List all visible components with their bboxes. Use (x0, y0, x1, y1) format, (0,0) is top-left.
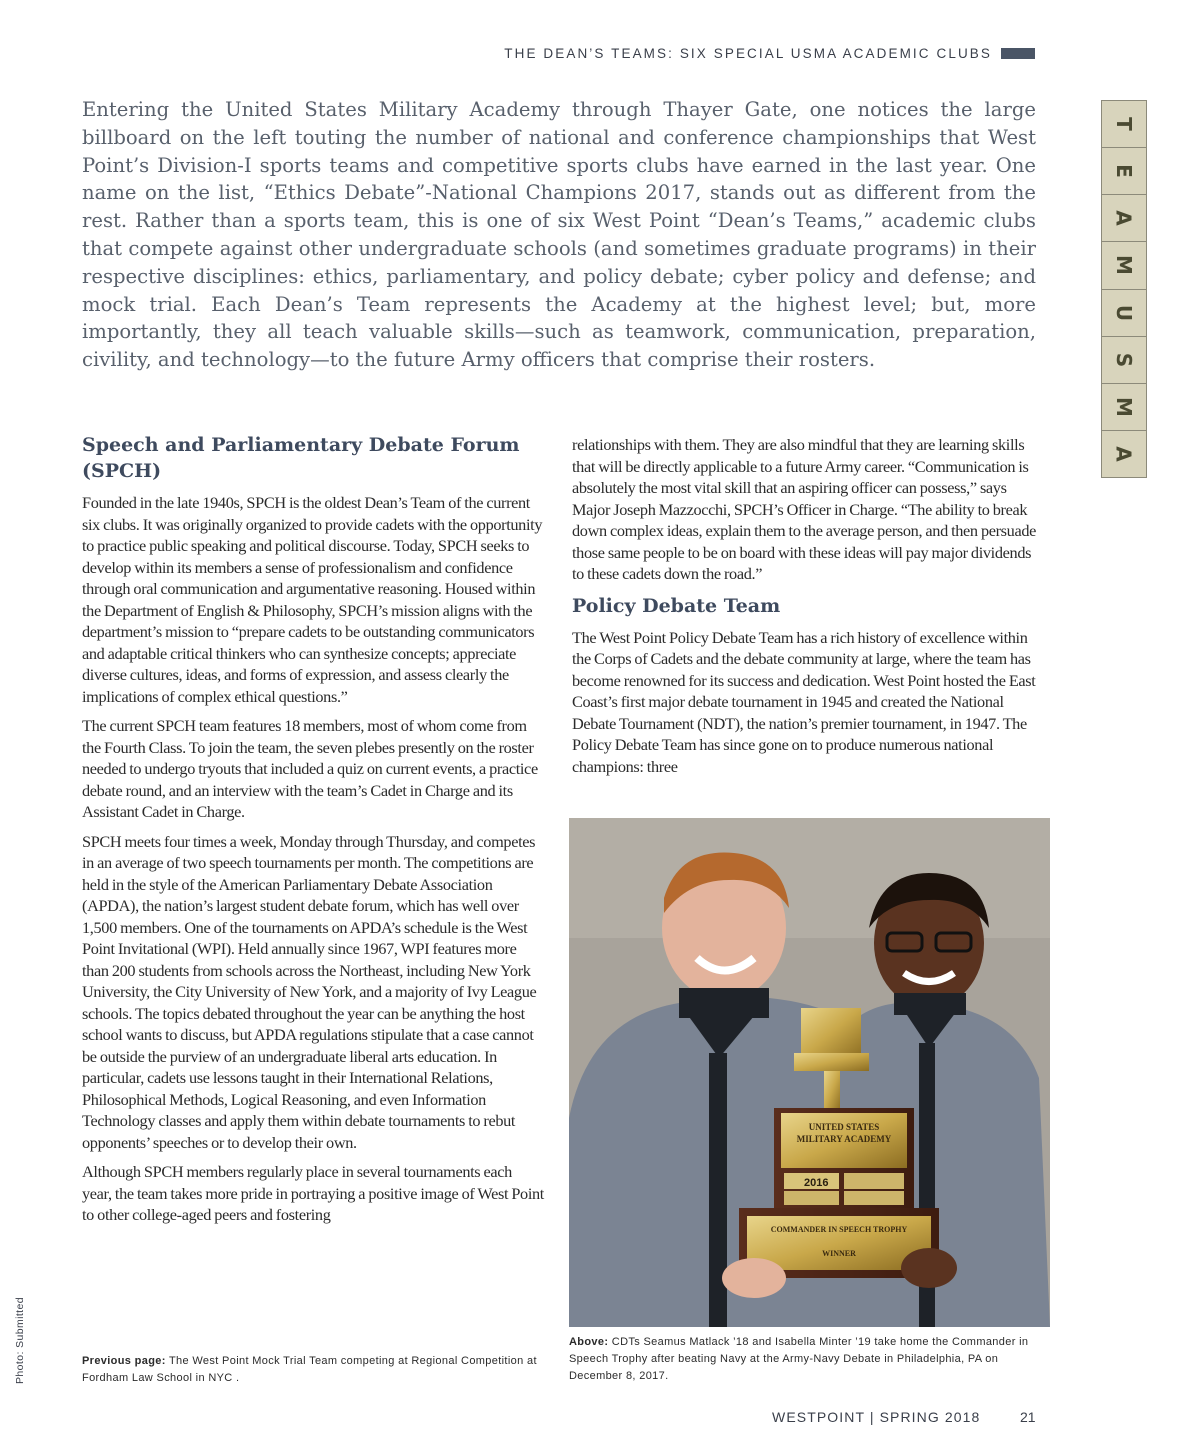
side-tab-teamusma (1101, 100, 1147, 478)
trophy-photo-illustration (569, 818, 1050, 1327)
running-header-title: THE DEAN’S TEAMS: SIX SPECIAL USMA ACADEMIC CLUBS (504, 46, 992, 61)
trophy-plate-text: UNITED STATES (808, 1122, 880, 1132)
previous-page-caption-text: The West Point Mock Trial Team competing at Regional Competition at Fordham Law School in NYC . (82, 1355, 537, 1384)
left-column (82, 432, 544, 1234)
page-number: 21 (1020, 1409, 1036, 1425)
photo-credit: Photo: Submitted (14, 1297, 26, 1384)
photo-caption-label: Above: (569, 1336, 609, 1348)
header-bar (1001, 48, 1035, 59)
trophy-plate-text: WINNER (822, 1249, 856, 1258)
previous-page-caption-label: Previous page: (82, 1355, 166, 1367)
spch-paragraph: Founded in the late 1940s, SPCH is the oldest Dean’s Team of the current six clubs. It was originally organized to provide cadets with the opportunity to practice public speaking and political discourse. Today, SPCH seeks to develop within its members a sense of professionalism and confidence through oral communication and argumentative reasoning. Housed within the Department of English & Philosophy, SPCH’s mission aligns with the department’s mission to “prepare cadets to be outstanding communicators and adaptable critical thinkers who can synthesize concepts; appreciate diverse cultures, ideas, and forms of expression, and assess clearly the implications of complex ethical questions.” (82, 493, 543, 706)
photo-caption (569, 1334, 1045, 1385)
trophy-plate-text: COMMANDER IN SPEECH TROPHY (770, 1225, 908, 1234)
footer-publication: WESTPOINT | SPRING 2018 (772, 1409, 981, 1425)
side-tab-letter: U (1102, 290, 1146, 337)
spch-paragraph: Although SPCH members regularly place in several tournaments each year, the team takes more pride in portraying a positive image of West Point to other college-aged peers and fostering (82, 1162, 544, 1224)
trophy-year-plate: 2016 (804, 1177, 829, 1189)
policy-heading: Policy Debate Team (572, 594, 781, 617)
spch-paragraph: The current SPCH team features 18 members, most of whom come from the Fourth Class. To join the team, the seven plebes presently on the roster needed to undergo tryouts that included a quiz on current events, a practice debate round, and an interview with the team’s Cadet in Charge and its Assistant Cadet in Charge. (82, 716, 538, 821)
side-tab-letter: S (1102, 337, 1146, 384)
policy-paragraph: The West Point Policy Debate Team has a rich history of excellence within the Corps of Cadets and the debate community at large, where the team has become renowned for its success and dedication. West Point hosted the East Coast’s first major debate tournament in 1945 and created the National Debate Tournament (NDT), the nation’s premier tournament, in 1947. The Policy Debate Team has since gone on to produce numerous national champions: three (572, 627, 1036, 776)
right-column (572, 434, 1042, 785)
side-tab-letter: A (1102, 195, 1146, 242)
intro-paragraph: Entering the United States Military Academy through Thayer Gate, one notices the large billboard on the left touting the number of national and conference championships that West Point’s Division-I sports teams and competitive sports clubs have earned in the last year. One name on the list, “Ethics Debate”-National Champions 2017, stands out as different from the rest. Rather than a sports team, this is one of six West Point “Dean’s Teams,” academic clubs that compete against other undergraduate schools (and sometimes graduate programs) in their respective disciplines: ethics, parliamentary, and policy debate; cyber policy and defense; and mock trial. Each Dean’s Team represents the Academy at the highest level; but, more importantly, they all teach valuable skills—such as teamwork, communication, preparation, civility, and technology—to the future Army officers that comprise their rosters. (82, 98, 1036, 372)
spch-paragraph: SPCH meets four times a week, Monday through Thursday, and competes in an average of two speech tournaments per month. The competitions are held in the style of the American Parliamentary Debate Association (APDA), the nation’s largest student debate forum, which has well over 1,500 members. One of the tournaments on APDA’s schedule is the West Point Invitational (WPI). Held annually since 1967, WPI features more than 200 students from schools across the Northeast, including New York University, the City University of New York, and a majority of Ivy League schools. The topics debated throughout the year can be anything the host school wants to discuss, but APDA regulations stipulate that a case cannot be outside the purview of an undergraduate liberal arts education. In particular, cadets use lessons taught in their International Relations, Philosophical Methods, Logical Reasoning, and even Information Technology classes and apply them within debate tournaments to rebut opponents’ speeches or to develop their own. (82, 831, 537, 1152)
spch-heading: Speech and Parliamentary Debate Forum (SPCH) (82, 434, 520, 482)
side-tab-letter: M (1102, 242, 1146, 289)
spch-paragraph: relationships with them. They are also mindful that they are learning skills that will be directly applicable to a future Army career. “Communication is absolutely the most vital skill that an aspiring officer can possess,” says Major Joseph Mazzocchi, SPCH’s Officer in Charge. “The ability to break down complex ideas, explain them to the average person, and then persuade those same people to be on board with these ideas will pay major dividends to these cadets down the road.” (572, 435, 1037, 583)
side-tab-letter: A (1111, 446, 1136, 462)
photo-caption-text: CDTs Seamus Matlack ’18 and Isabella Minter ’19 take home the Commander in Speech Trophy after beating Navy at the Army-Navy Debate in Philadelphia, PA on December 8, 2017. (569, 1336, 1029, 1382)
side-tab-letter: T (1102, 101, 1146, 148)
side-tab-letter: M (1102, 384, 1146, 431)
previous-page-caption (82, 1353, 552, 1387)
trophy-photo (569, 818, 1050, 1327)
running-header (504, 46, 1035, 61)
side-tab-letter: E (1102, 148, 1146, 195)
trophy-plate-text: MILITARY ACADEMY (796, 1134, 892, 1144)
